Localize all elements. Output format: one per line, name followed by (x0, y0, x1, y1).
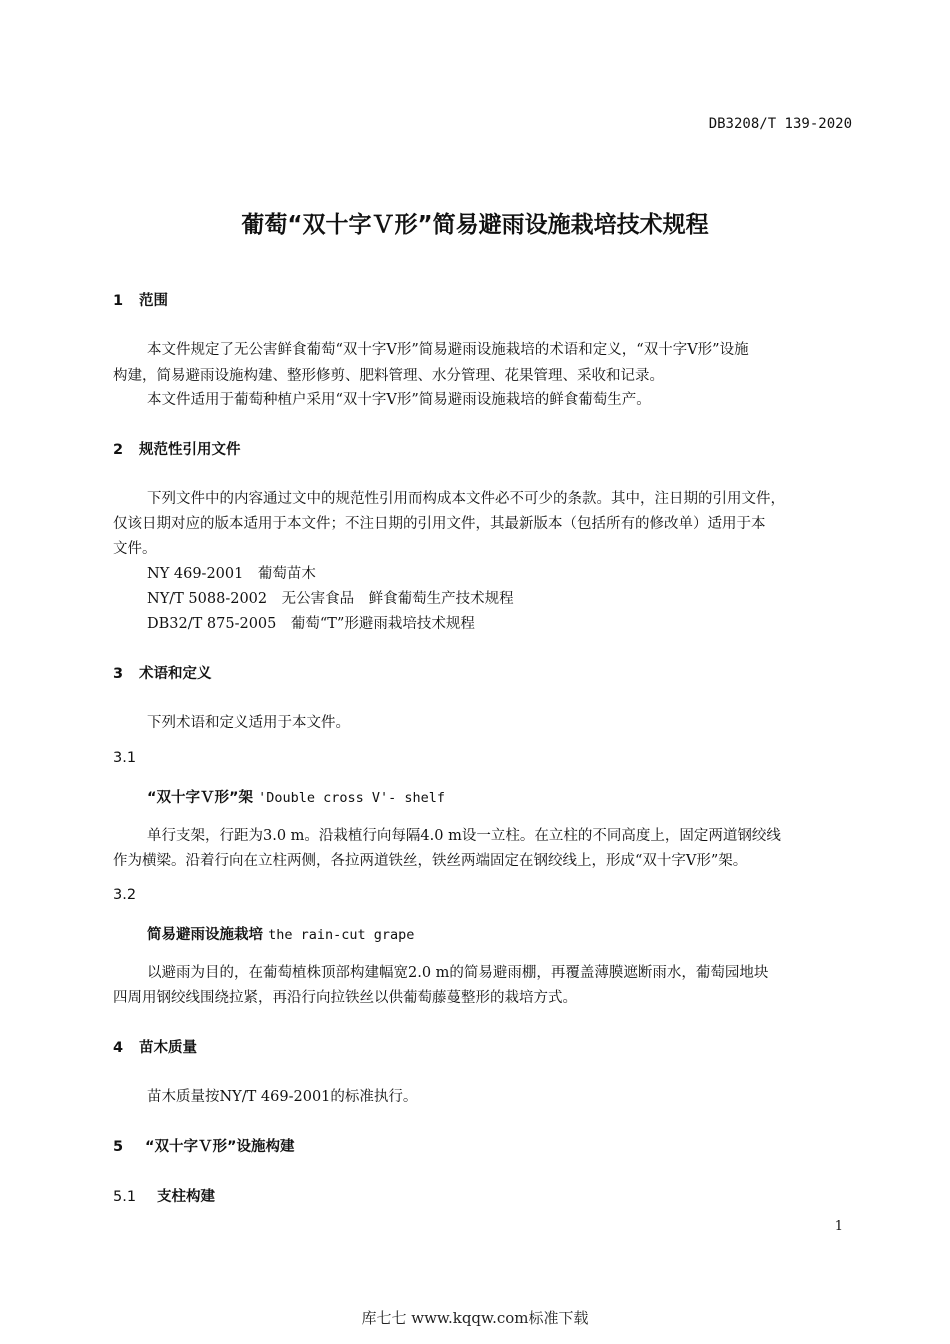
term-3-1 (147, 786, 445, 807)
section-2-para-line-3: 文件。 (113, 541, 157, 557)
term-3-1-def-line-1: 单行支架，行距为3.0 m。沿栽植行向每隔4.0 m设一立柱。在立柱的不同高度上，固定两道钢绞线 (147, 828, 781, 844)
document-title: 葡萄“双十字Ｖ形”简易避雨设施栽培技术规程 (241, 212, 709, 238)
clause-5-1-title: 支柱构建 (157, 1189, 215, 1205)
section-5-number: 5 (113, 1139, 124, 1155)
section-4-title: 苗木质量 (139, 1040, 197, 1056)
footer-watermark: 库七七 www.kqqw.com标准下载 (361, 1309, 589, 1327)
section-4-heading (113, 1036, 197, 1057)
term-3-1-en: 'Double cross V'- shelf (258, 790, 446, 806)
page-number: 1 (834, 1219, 843, 1234)
section-5-title: “双十字Ｖ形”设施构建 (145, 1139, 295, 1155)
term-3-1-def-line-2: 作为横梁。沿着行向在立柱两侧，各拉两道铁丝，铁丝两端固定在钢绞线上，形成“双十字V形”架。 (113, 853, 748, 869)
section-2-para-line-1: 下列文件中的内容通过文中的规范性引用而构成本文件必不可少的条款。其中，注日期的引用文件， (147, 491, 785, 507)
term-3-2-def-line-1: 以避雨为目的，在葡萄植株顶部构建幅宽2.0 m的简易避雨棚，再覆盖薄膜遮断雨水，葡萄园地块 (147, 965, 769, 981)
section-1-number: 1 (113, 293, 124, 309)
section-1-para-1-line-1: 本文件规定了无公害鲜食葡萄“双十字V形”简易避雨设施栽培的术语和定义，“双十字V形”设施 (147, 342, 749, 358)
standard-code: DB3208/T 139-2020 (708, 116, 852, 132)
section-2-title: 规范性引用文件 (139, 442, 241, 458)
term-3-2-en: the rain-cut grape (268, 927, 415, 943)
section-3-heading (113, 662, 212, 683)
section-2-heading (113, 438, 241, 459)
section-4-number: 4 (113, 1040, 124, 1056)
clause-5-1-number: 5.1 (113, 1189, 137, 1205)
reference-item: DB32/T 875-2005 葡萄“T”形避雨栽培技术规程 (147, 616, 475, 632)
clause-3-1-number: 3.1 (113, 750, 137, 766)
section-3-intro: 下列术语和定义适用于本文件。 (147, 715, 350, 731)
term-3-2-def-line-2: 四周用钢绞线围绕拉紧，再沿行向拉铁丝以供葡萄藤蔓整形的栽培方式。 (113, 990, 577, 1006)
clause-3-2-number: 3.2 (113, 887, 137, 903)
section-1-para-2: 本文件适用于葡萄种植户采用“双十字V形”简易避雨设施栽培的鲜食葡萄生产。 (147, 392, 651, 408)
term-3-2 (147, 923, 414, 944)
section-2-para-line-2: 仅该日期对应的版本适用于本文件；不注日期的引用文件，其最新版本（包括所有的修改单）适用于本 (113, 516, 766, 532)
term-3-2-zh: 简易避雨设施栽培 (147, 927, 263, 943)
term-3-1-zh: “双十字Ｖ形”架 (147, 790, 254, 806)
section-2-number: 2 (113, 442, 124, 458)
section-4-para: 苗木质量按NY/T 469-2001的标准执行。 (147, 1089, 418, 1105)
clause-5-1-heading (113, 1185, 215, 1206)
section-5-heading (113, 1135, 295, 1156)
section-1-title: 范围 (139, 293, 168, 309)
section-3-number: 3 (113, 666, 124, 682)
section-1-heading (113, 289, 168, 310)
reference-item: NY/T 5088-2002 无公害食品 鲜食葡萄生产技术规程 (147, 591, 514, 607)
section-1-para-1-line-2: 构建，简易避雨设施构建、整形修剪、肥料管理、水分管理、花果管理、采收和记录。 (113, 368, 664, 384)
section-3-title: 术语和定义 (139, 666, 212, 682)
reference-item: NY 469-2001 葡萄苗木 (147, 566, 316, 582)
